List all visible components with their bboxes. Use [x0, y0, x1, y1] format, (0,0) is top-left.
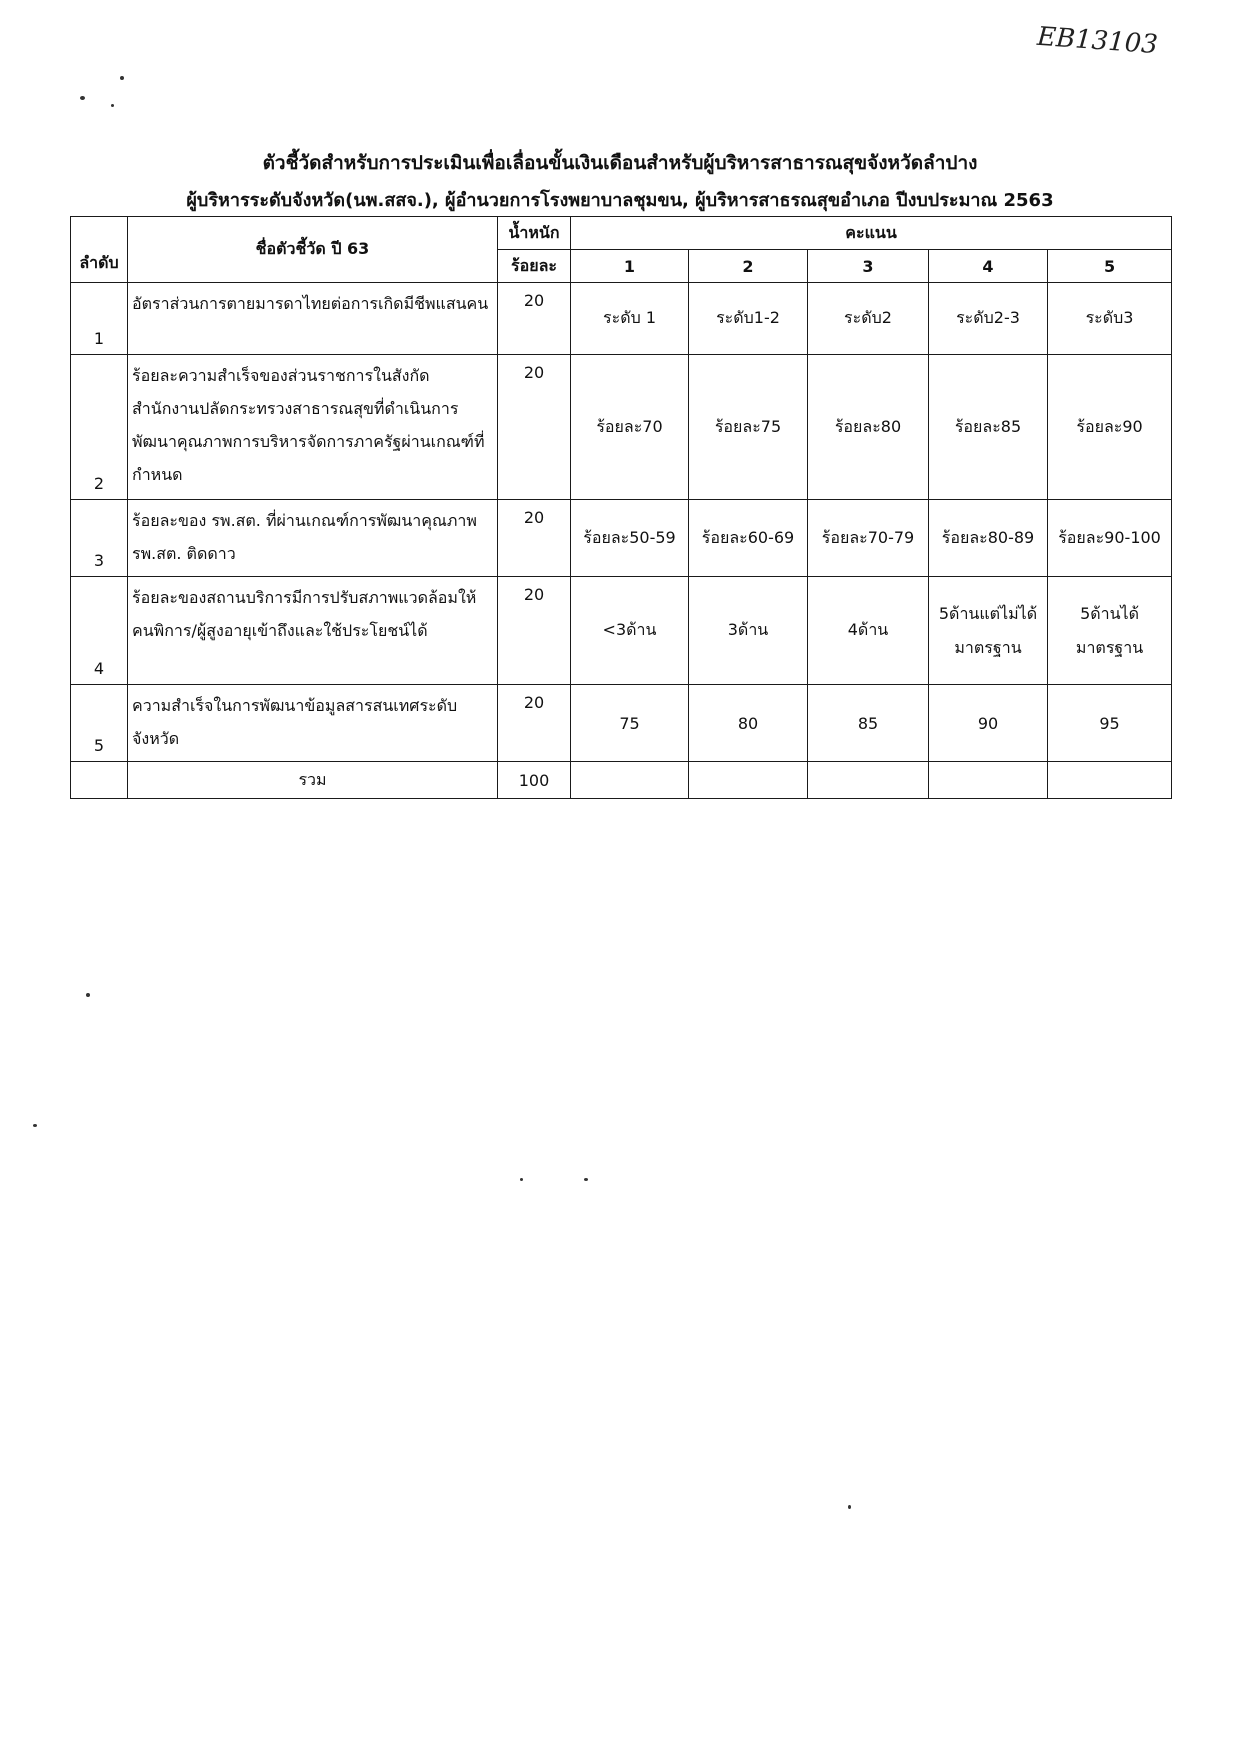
table-row: [71, 577, 1172, 685]
total-empty-cell: [1048, 762, 1172, 799]
table-row: [71, 283, 1172, 355]
indicator-weight: 20: [498, 577, 571, 685]
score-cell: ร้อยละ90-100: [1048, 500, 1172, 577]
total-empty-cell: [571, 762, 689, 799]
score-cell: ร้อยละ80: [808, 355, 929, 500]
handwritten-note: EB13103: [1036, 21, 1159, 61]
total-empty-cell: [689, 762, 808, 799]
header-level: 1: [571, 250, 689, 283]
score-cell: 85: [808, 685, 929, 762]
score-cell: ร้อยละ70-79: [808, 500, 929, 577]
score-cell: ร้อยละ60-69: [689, 500, 808, 577]
document-subtitle: ผู้บริหารระดับจังหวัด(นพ.สสจ.), ผู้อำนวยการโรงพยาบาลชุมขน, ผู้บริหารสาธรณสุขอำเภอ ปีงบประมาณ 2563: [186, 190, 1054, 211]
score-cell: 80: [689, 685, 808, 762]
header-level: 3: [808, 250, 929, 283]
row-number: 4: [71, 577, 128, 685]
score-cell: ร้อยละ75: [689, 355, 808, 500]
total-empty-cell: [71, 762, 128, 799]
score-cell: ระดับ3: [1048, 283, 1172, 355]
score-cell: 5ด้านได้มาตรฐาน: [1048, 577, 1172, 685]
indicator-weight: 20: [498, 500, 571, 577]
total-weight: 100: [498, 762, 571, 799]
scan-speck: [848, 1505, 851, 1509]
score-cell: ร้อยละ80-89: [929, 500, 1048, 577]
row-number: 3: [71, 500, 128, 577]
score-cell: 95: [1048, 685, 1172, 762]
score-cell: 5ด้านแต่ไม่ได้มาตรฐาน: [929, 577, 1048, 685]
scan-speck: [86, 993, 90, 997]
score-cell: ระดับ2: [808, 283, 929, 355]
indicator-name: ร้อยละของ รพ.สต. ที่ผ่านเกณฑ์การพัฒนาคุณภาพ รพ.สต. ติดดาว: [128, 500, 498, 577]
row-number: 5: [71, 685, 128, 762]
scan-speck: [80, 96, 85, 100]
score-cell: ระดับ1-2: [689, 283, 808, 355]
document-title: ตัวชี้วัดสำหรับการประเมินเพื่อเลื่อนขั้นเงินเดือนสำหรับผู้บริหารสาธารณสุขจังหวัดลำปาง: [262, 152, 978, 174]
score-cell: <3ด้าน: [571, 577, 689, 685]
score-cell: 4ด้าน: [808, 577, 929, 685]
table-header-row: [71, 217, 1172, 250]
indicator-name: ร้อยละของสถานบริการมีการปรับสภาพแวดล้อมให้คนพิการ/ผู้สูงอายุเข้าถึงและใช้ประโยชน์ได้: [128, 577, 498, 685]
header-weight: น้ำหนัก: [498, 217, 571, 250]
table-row: [71, 500, 1172, 577]
header-weight-unit: ร้อยละ: [498, 250, 571, 283]
scan-speck: [584, 1178, 588, 1181]
indicator-name: อัตราส่วนการตายมารดาไทยต่อการเกิดมีชีพแสนคน: [128, 283, 498, 355]
indicator-weight: 20: [498, 685, 571, 762]
score-cell: 90: [929, 685, 1048, 762]
score-cell: ร้อยละ90: [1048, 355, 1172, 500]
scan-speck: [111, 104, 114, 107]
header-level: 4: [929, 250, 1048, 283]
scan-speck: [120, 76, 124, 80]
score-cell: 75: [571, 685, 689, 762]
score-cell: ร้อยละ70: [571, 355, 689, 500]
total-label: รวม: [128, 762, 498, 799]
indicator-weight: 20: [498, 355, 571, 500]
indicator-weight: 20: [498, 283, 571, 355]
indicator-name: ความสำเร็จในการพัฒนาข้อมูลสารสนเทศระดับจังหวัด: [128, 685, 498, 762]
row-number: 2: [71, 355, 128, 500]
total-empty-cell: [808, 762, 929, 799]
table-row: [71, 355, 1172, 500]
header-level: 5: [1048, 250, 1172, 283]
table-row: [71, 685, 1172, 762]
total-row: [71, 762, 1172, 799]
kpi-table: [70, 216, 1172, 799]
total-empty-cell: [929, 762, 1048, 799]
header-indicator-name: ชื่อตัวชี้วัด ปี 63: [128, 217, 498, 283]
score-cell: 3ด้าน: [689, 577, 808, 685]
header-order: ลำดับ: [71, 217, 128, 283]
header-level: 2: [689, 250, 808, 283]
row-number: 1: [71, 283, 128, 355]
scan-speck: [520, 1178, 523, 1181]
score-cell: ร้อยละ85: [929, 355, 1048, 500]
score-cell: ระดับ 1: [571, 283, 689, 355]
scan-speck: [33, 1124, 37, 1127]
score-cell: ร้อยละ50-59: [571, 500, 689, 577]
score-cell: ระดับ2-3: [929, 283, 1048, 355]
indicator-name: ร้อยละความสำเร็จของส่วนราชการในสังกัดสำนักงานปลัดกระทรวงสาธารณสุขที่ดำเนินการพัฒนาคุณภาพการบริหารจัดการภาครัฐผ่านเกณฑ์ที่กำหนด: [128, 355, 498, 500]
header-score: คะแนน: [571, 217, 1172, 250]
